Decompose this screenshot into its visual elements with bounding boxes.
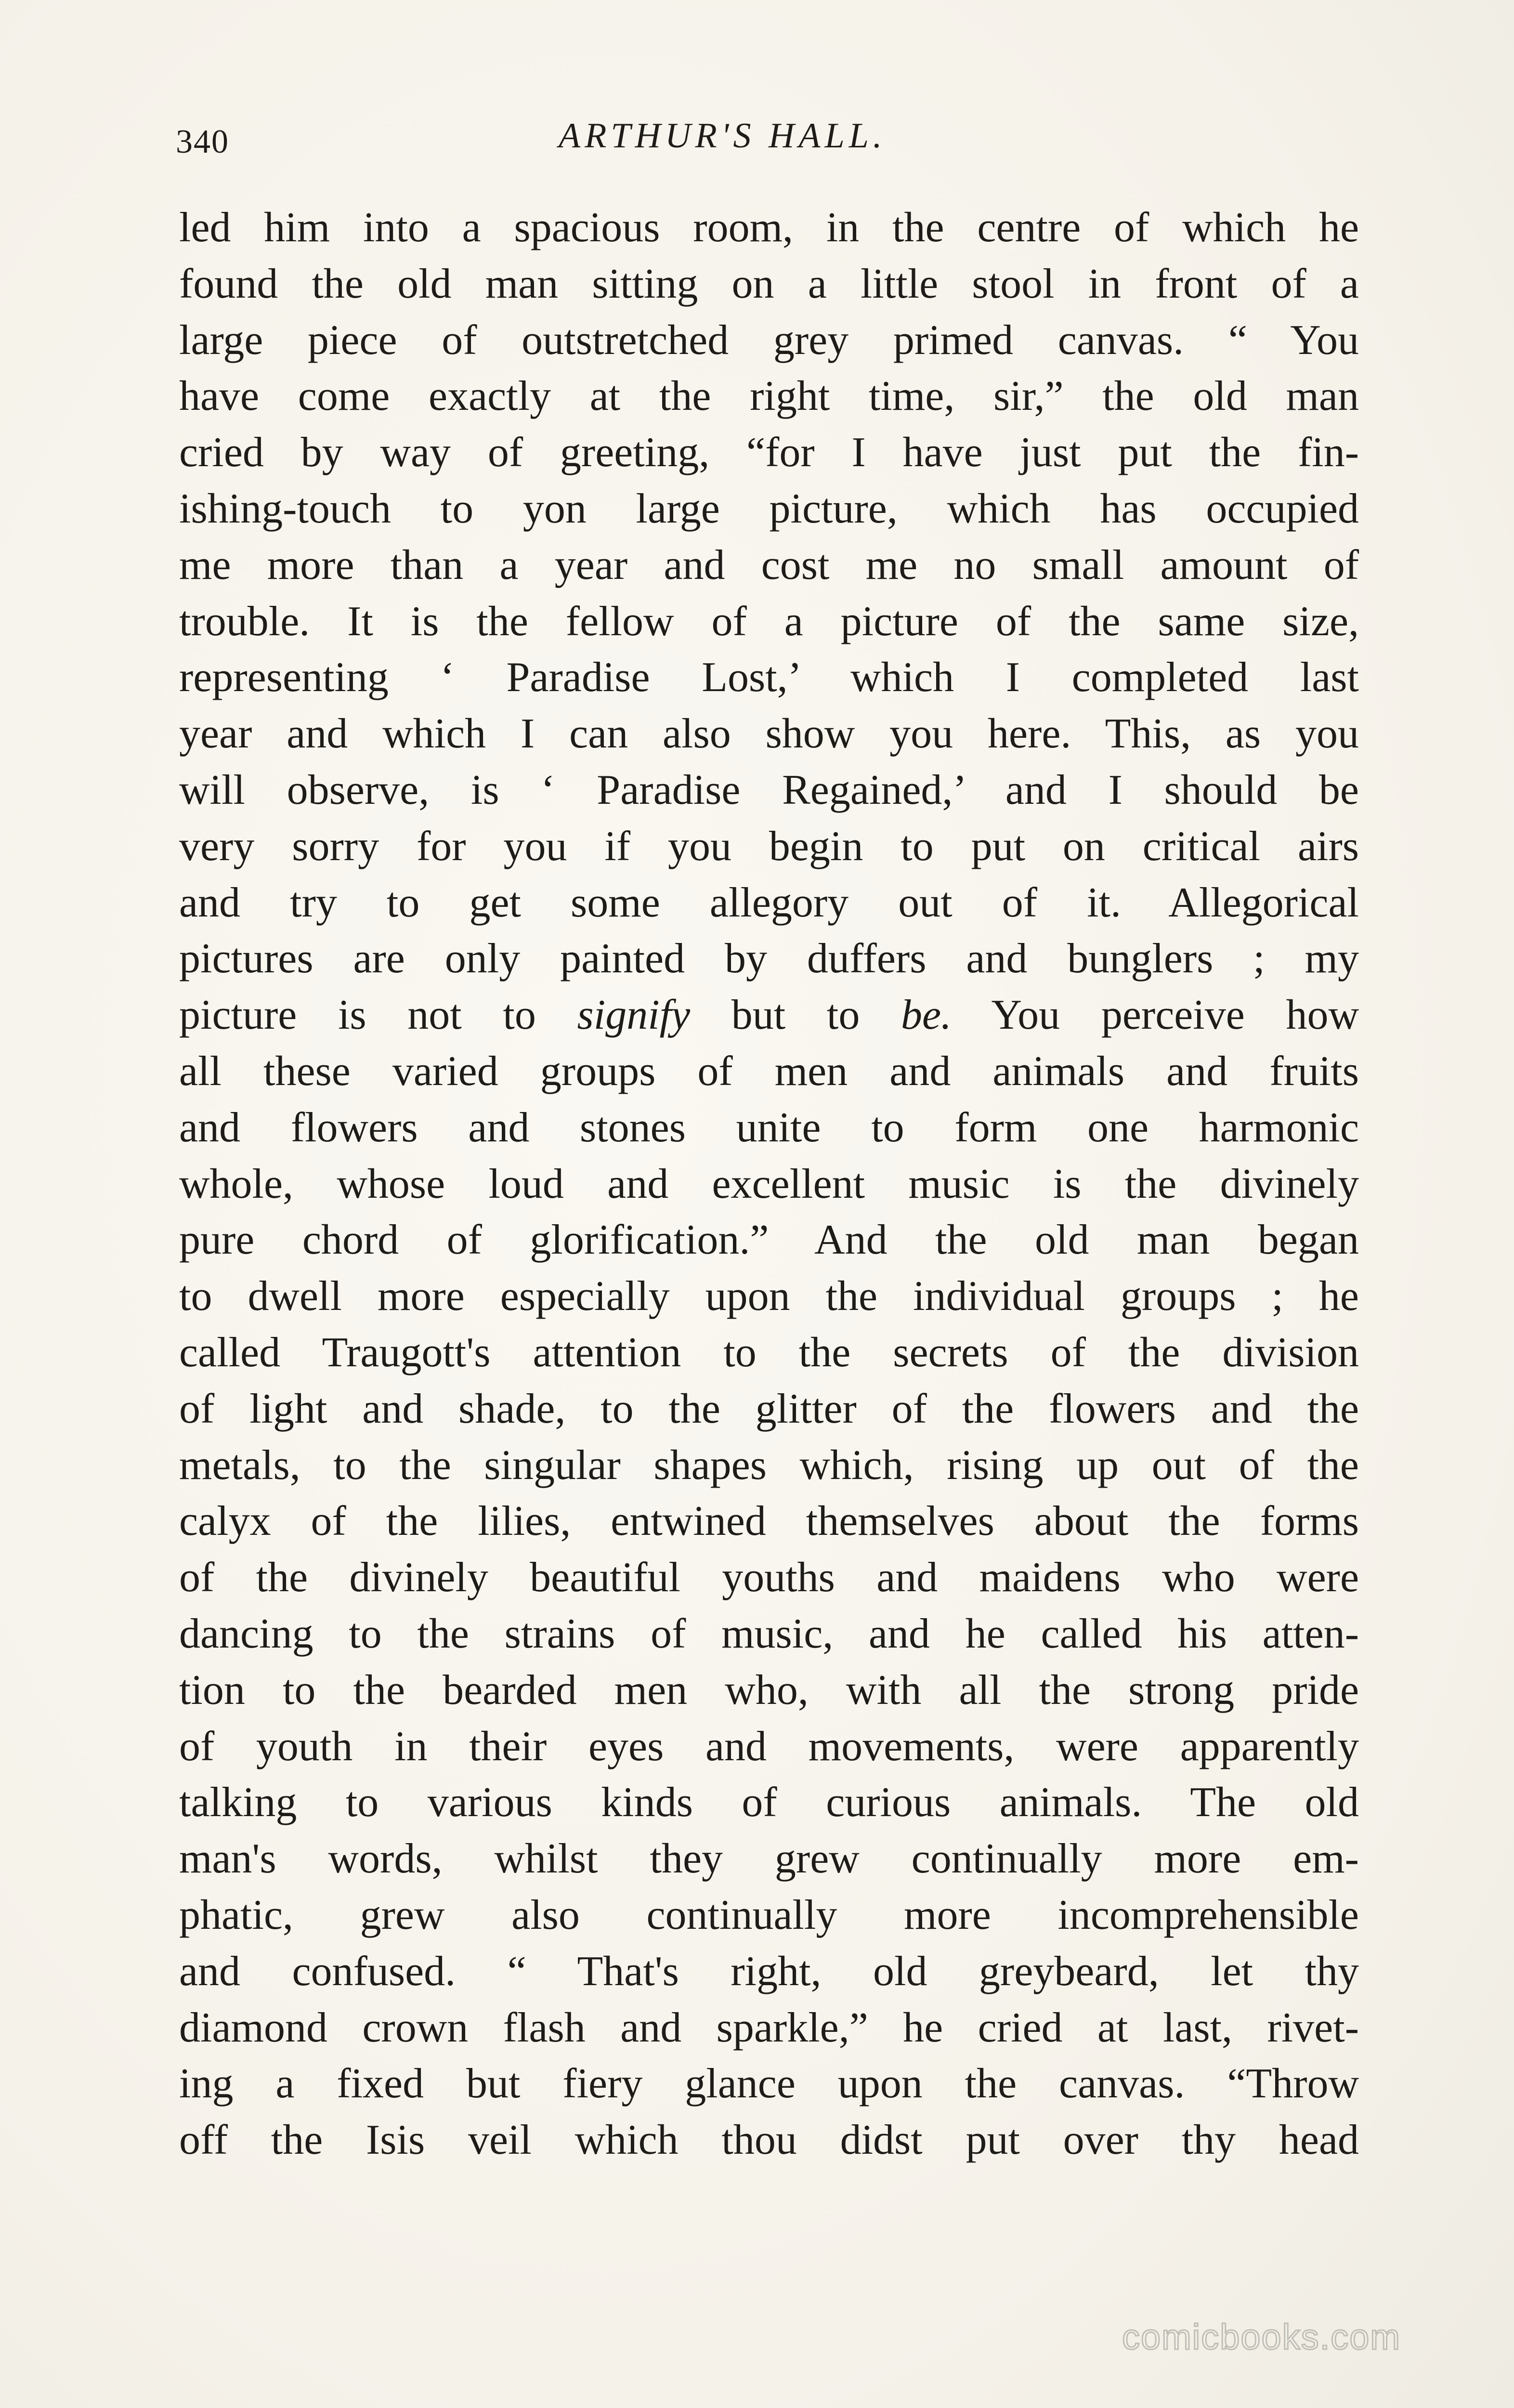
text-line: and flowers and stones unite to form one harmonic xyxy=(179,1104,1359,1151)
text-line: all these varied groups of men and animals and fruits xyxy=(179,1047,1359,1095)
text-line: pictures are only painted by duffers and bunglers ; my xyxy=(179,935,1359,982)
text-line: me more than a year and cost me no small amount of xyxy=(179,541,1359,589)
text-line: found the old man sitting on a little stool in front of a xyxy=(179,260,1359,307)
text-line: calyx of the lilies, entwined themselves about the forms xyxy=(179,1498,1359,1545)
text-line: to dwell more especially upon the individual groups ; he xyxy=(179,1273,1359,1320)
italic-word-signify: signify xyxy=(577,992,691,1039)
text-line: and confused. “ That's right, old greybeard, let thy xyxy=(179,1948,1359,1995)
page-number: 340 xyxy=(176,123,229,160)
text-line: ing a fixed but fiery glance upon the canvas. “Throw xyxy=(179,2060,1359,2107)
text-line: of light and shade, to the glitter of the flowers and the xyxy=(179,1385,1359,1432)
text-segment: but to xyxy=(690,992,901,1039)
text-line: will observe, is ‘ Paradise Regained,’ and I should be xyxy=(179,766,1359,813)
text-line: of the divinely beautiful youths and maidens who were xyxy=(179,1554,1359,1601)
text-line: metals, to the singular shapes which, rising up out of the xyxy=(179,1441,1359,1489)
text-line: cried by way of greeting, “for I have just put the fin- xyxy=(179,429,1359,476)
body-text xyxy=(179,200,1359,2169)
text-line-with-italics xyxy=(179,987,1359,1044)
text-line: of youth in their eyes and movements, were apparently xyxy=(179,1723,1359,1770)
running-head: ARTHUR'S HALL. xyxy=(559,116,887,156)
text-line: very sorry for you if you begin to put on critical airs xyxy=(179,823,1359,870)
text-line: phatic, grew also continually more incomprehensible xyxy=(179,1891,1359,1938)
text-segment: You perceive how xyxy=(952,992,1359,1039)
text-line: large piece of outstretched grey primed canvas. “ You xyxy=(179,316,1359,364)
text-line: tion to the bearded men who, with all the strong pride xyxy=(179,1666,1359,1714)
text-line: diamond crown flash and sparkle,” he cried at last, rivet- xyxy=(179,2004,1359,2051)
text-line: pure chord of glorification.” And the old man began xyxy=(179,1217,1359,1264)
text-line: have come exactly at the right time, sir,” the old man xyxy=(179,373,1359,420)
text-line: dancing to the strains of music, and he called his atten- xyxy=(179,1610,1359,1657)
text-line: year and which I can also show you here. This, as you xyxy=(179,710,1359,758)
text-line: whole, whose loud and excellent music is the divinely xyxy=(179,1160,1359,1207)
text-line: led him into a spacious room, in the centre of which he xyxy=(179,204,1359,251)
text-line: man's words, whilst they grew continually more em- xyxy=(179,1835,1359,1883)
text-line: called Traugott's attention to the secrets of the division xyxy=(179,1329,1359,1376)
text-line: talking to various kinds of curious animals. The old xyxy=(179,1779,1359,1826)
text-line: ishing-touch to yon large picture, which has occupied xyxy=(179,485,1359,532)
italic-word-be: be. xyxy=(901,992,952,1039)
watermark: comicbooks.com xyxy=(1122,2317,1401,2357)
text-line: representing ‘ Paradise Lost,’ which I completed last xyxy=(179,654,1359,701)
text-segment: picture is not to xyxy=(179,992,577,1039)
text-line: and try to get some allegory out of it. Allegorical xyxy=(179,879,1359,926)
text-line: trouble. It is the fellow of a picture of the same size, xyxy=(179,598,1359,645)
text-line: off the Isis veil which thou didst put over thy head xyxy=(179,2117,1359,2164)
